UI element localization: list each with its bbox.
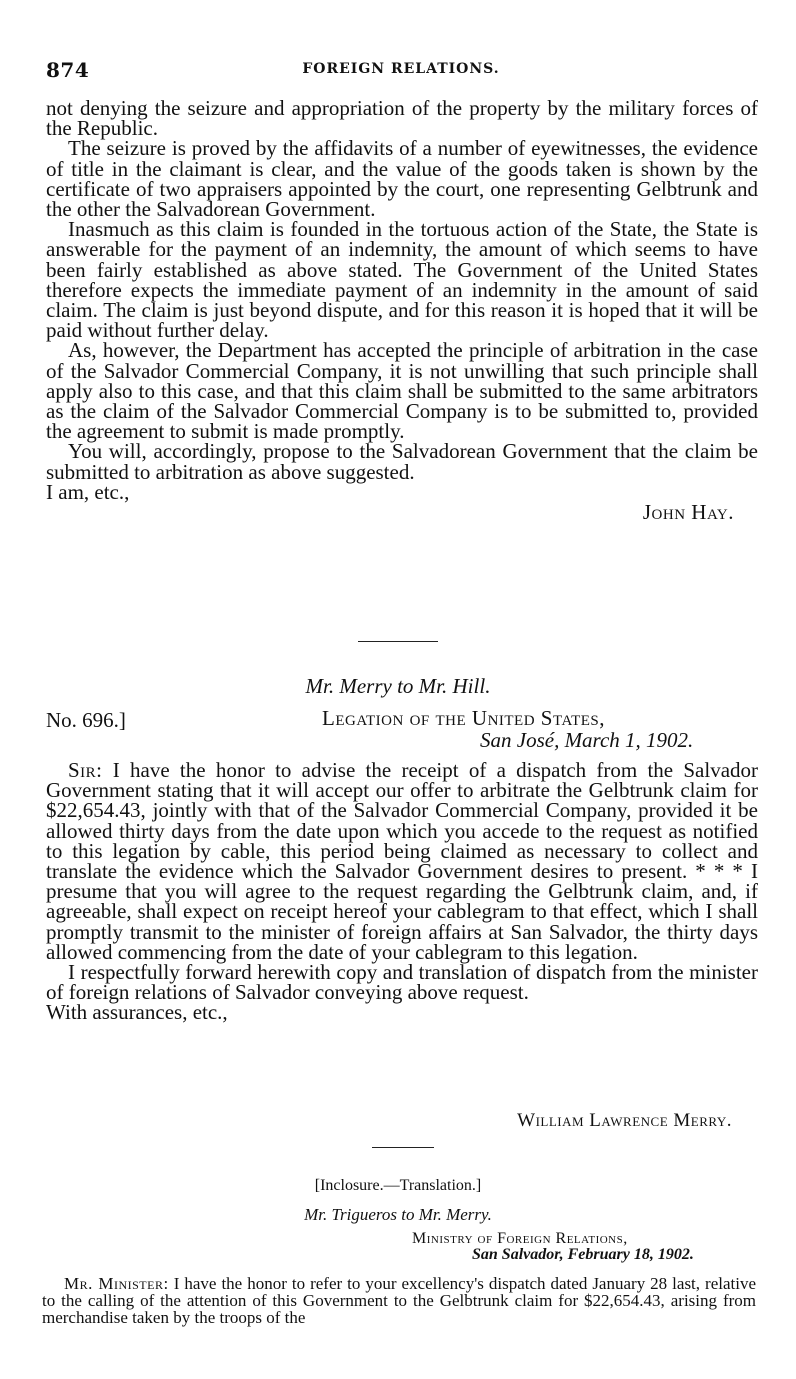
paragraph: You will, accordingly, propose to the Salvadorean Government that the claim be submitted to arbitration as above suggested. (46, 439, 758, 484)
enclosure-title: Mr. Trigueros to Mr. Merry. (304, 1205, 492, 1224)
signature: John Hay. (642, 500, 734, 525)
paragraph: I respectfully forward herewith copy and translation of dispatch from the minister of foreign relations of Salvador conveying above request. (46, 960, 758, 1005)
closing: I am, etc., (46, 479, 130, 504)
enclosure-label: [Inclosure.—Translation.] (314, 1177, 482, 1194)
section-divider (358, 641, 438, 642)
dispatch-number: No. 696.] (46, 708, 126, 732)
section-divider (372, 1147, 434, 1148)
paragraph-text: I have the honor to refer to your excellency's dispatch dated January 28 last, relative to the calling of the attention of this Government to the Gelbtrunk claim for $22,654.43, arising from merchandise taken by the troops of the (42, 1274, 756, 1327)
signature: William Lawrence Merry. (517, 1110, 732, 1131)
paragraph (42, 1275, 756, 1326)
enclosure-dateline-date: San Salvador, February 18, 1902. (472, 1246, 694, 1263)
salutation: Sir: (68, 758, 103, 782)
letter-hay-body (46, 96, 758, 525)
page-header (46, 58, 756, 84)
paragraph-text: I have the honor to advise the receipt of a dispatch from the Salvador Government stating that it will accept our offer to arbitrate the Gelbtrunk claim for $22,654.43, jointly with that of the Salvador Commercial Company, provided it be allowed thirty days from the date upon which you accede to the request as notified to this legation by cable, this period being claimed as necessary to collect and translate the evidence which the Salvador Government desires to present. * * * I presume that you will agree to the request regarding the Gelbtrunk claim, and, if agreeable, shall expect on receipt hereof your cablegram to that effect, which I shall promptly transmit to the minister of foreign affairs at San Salvador, the thirty days allowed commencing from the date of your cablegram to this legation. (46, 758, 759, 964)
running-head: FOREIGN RELATIONS. (302, 61, 500, 77)
paragraph: not denying the seizure and appropriation of the property by the military forces of the Republic. (46, 96, 758, 141)
paragraph: Inasmuch as this claim is founded in the tortuous action of the State, the State is answerable for the payment of an indemnity, the amount of which seems to have been fairly established as above stated. The Government of the United States therefore expects the immediate payment of an indemnity in the amount of said claim. The claim is just beyond dispute, and for this reason it is hoped that it will be paid without further delay. (46, 217, 758, 343)
dateline-place: Legation of the United States, (322, 706, 606, 730)
letter-merry-body (46, 760, 758, 1023)
paragraph: As, however, the Department has accepted the principle of arbitration in the case of the Salvador Commercial Company, it is not unwilling that such principle shall apply also to this case, and that this claim shall be submitted to the same arbitrators as the claim of the Salvador Commercial Company is to be submitted to, provided the agreement to submit is made promptly. (46, 338, 758, 444)
paragraph (46, 760, 758, 962)
page-number: 874 (46, 58, 90, 82)
dateline-date: San José, March 1, 1902. (480, 728, 694, 752)
paragraph: The seizure is proved by the affidavits of a number of eyewitnesses, the evidence of title in the claimant is clear, and the value of the goods taken is shown by the certificate of two appraisers appointed by the court, one representing Gelbtrunk and the other the Salvadorean Government. (46, 136, 758, 222)
salutation: Mr. Minister: (64, 1274, 169, 1293)
enclosure-dateline-place: Ministry of Foreign Relations, (412, 1230, 628, 1247)
enclosure-body (42, 1275, 756, 1326)
closing: With assurances, etc., (46, 1000, 228, 1025)
letter-title: Mr. Merry to Mr. Hill. (305, 674, 491, 698)
